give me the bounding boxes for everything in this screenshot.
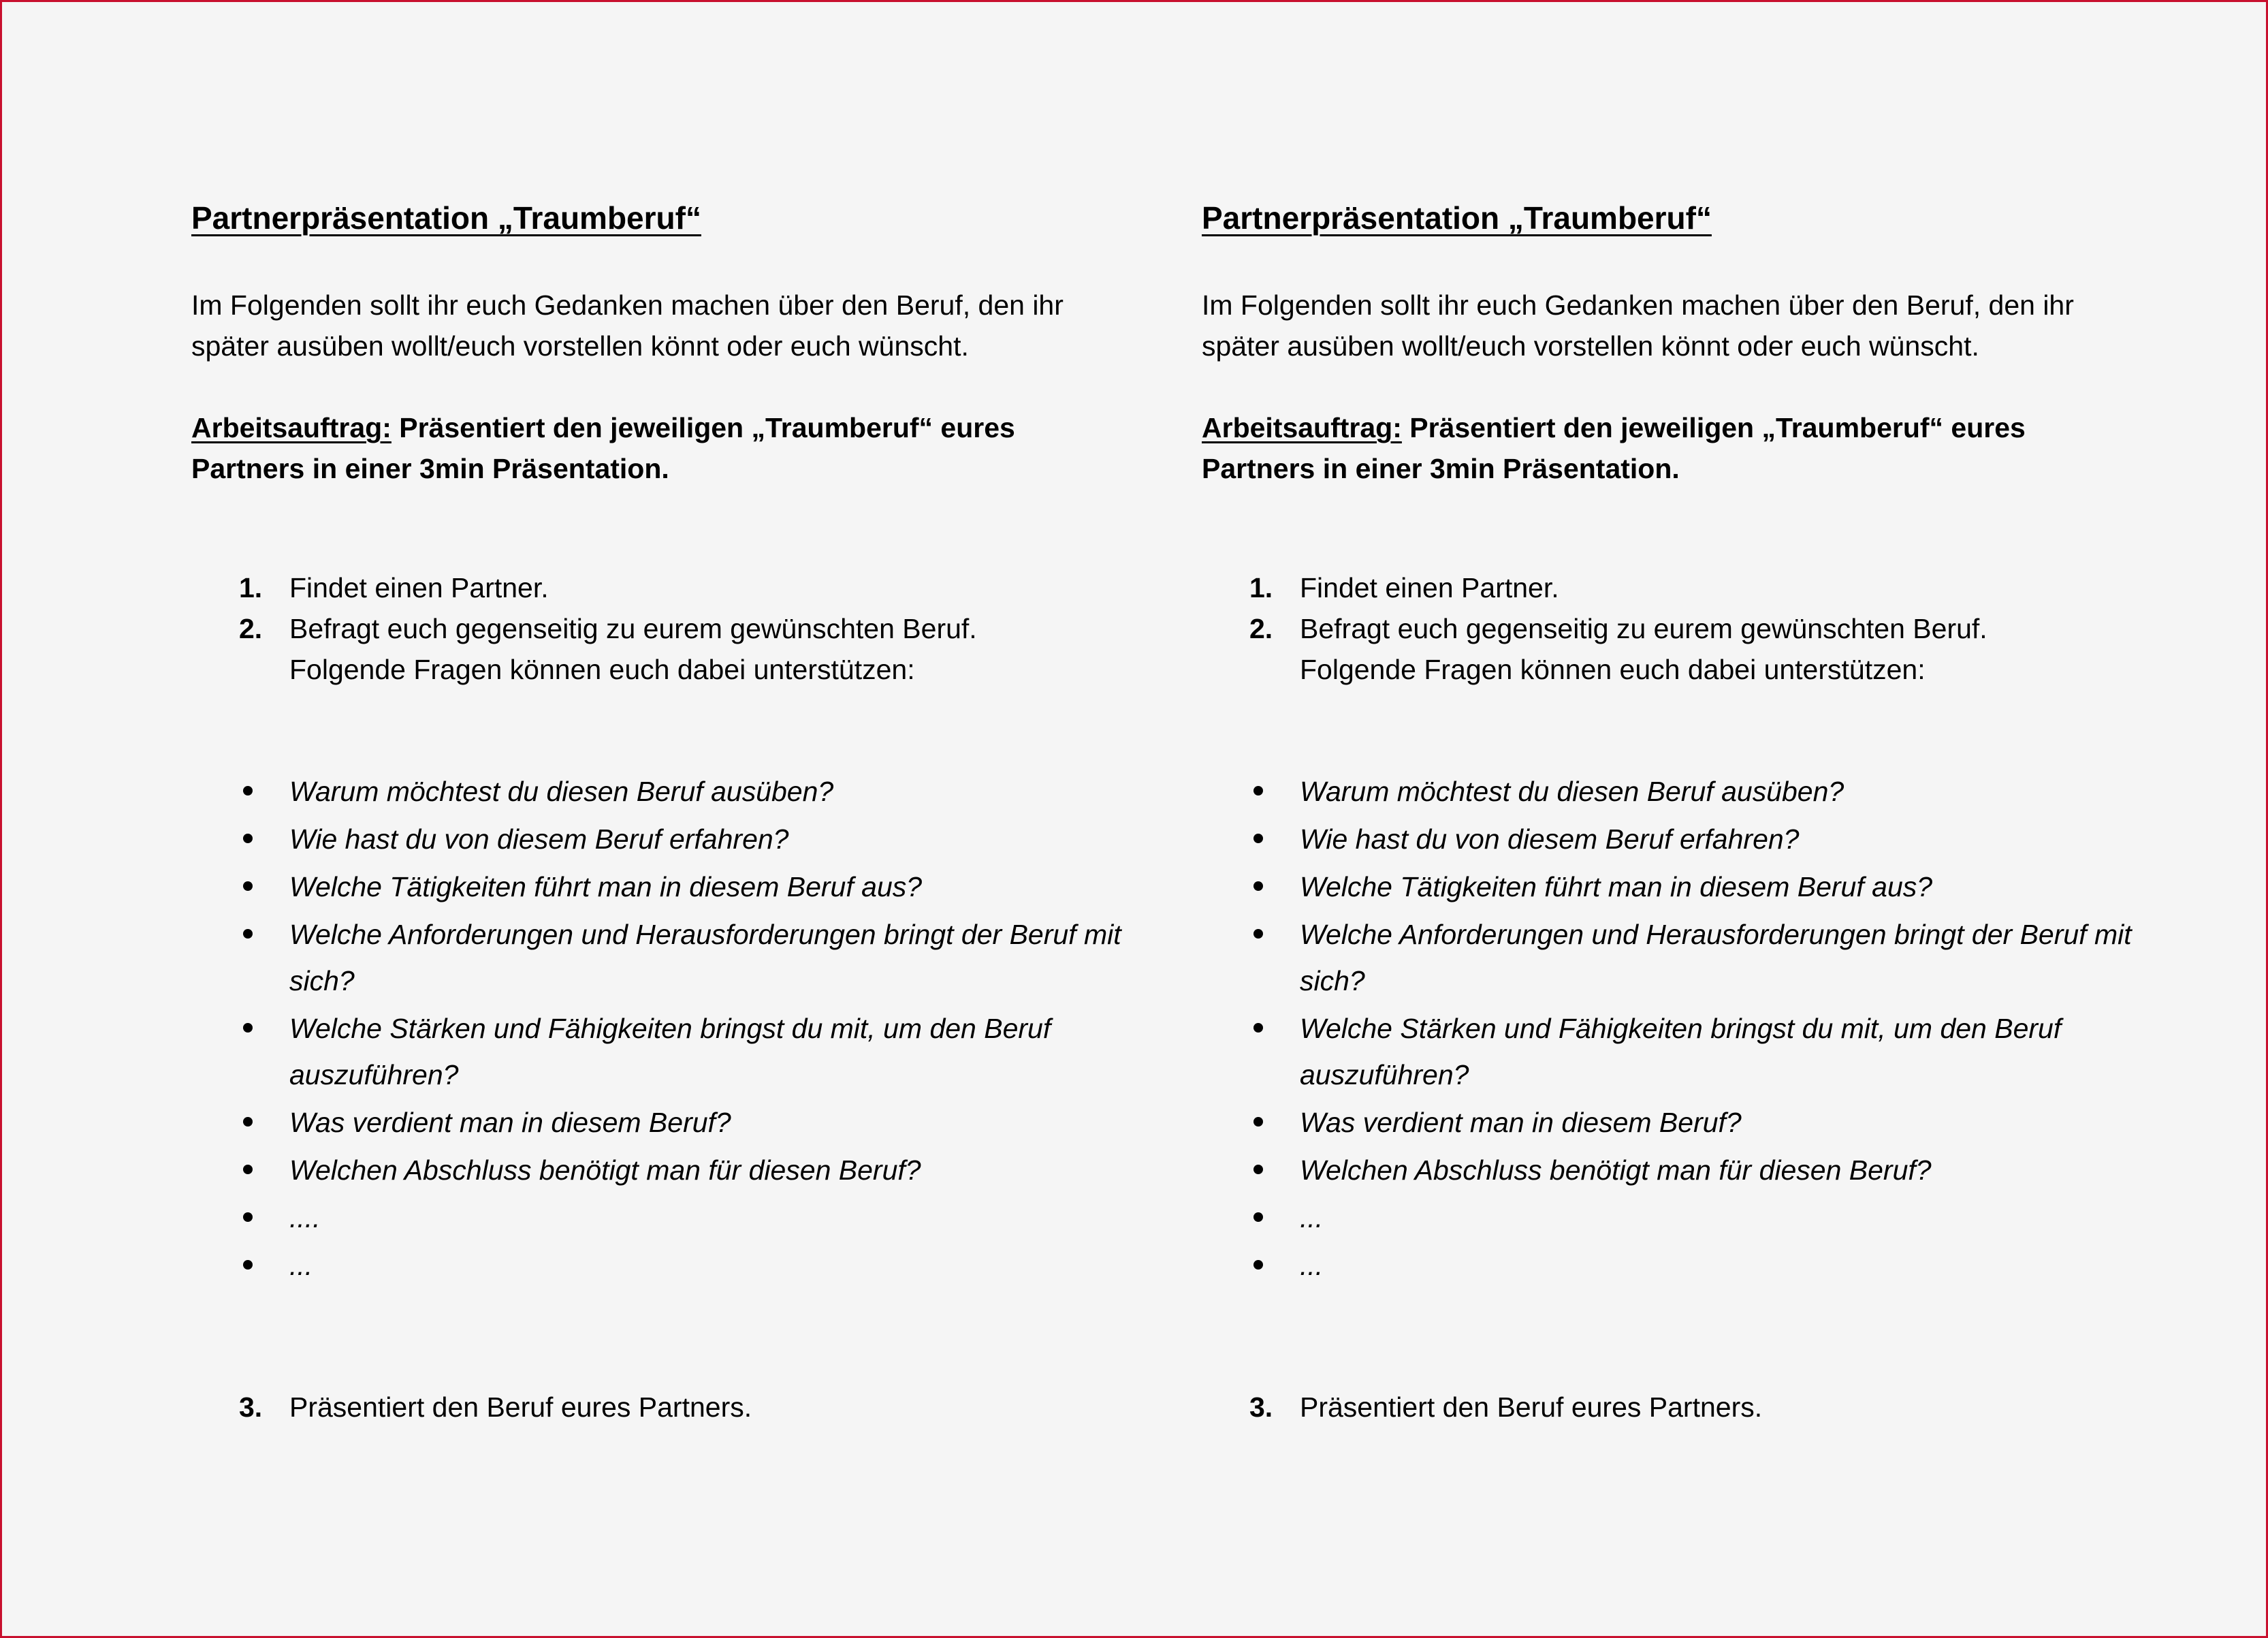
question-text: Warum möchtest du diesen Beruf ausüben? [1300, 776, 1844, 807]
list-item [191, 911, 1145, 1004]
task-paragraph [191, 407, 1131, 489]
question-text: ... [1300, 1250, 1324, 1281]
step-number: 3. [1249, 1391, 1273, 1423]
step-number: 1. [1249, 572, 1273, 603]
question-list [1202, 768, 2155, 1290]
step-text: Präsentiert den Beruf eures Partners. [289, 1391, 752, 1423]
bullet-icon [1253, 1117, 1263, 1127]
bullet-icon [243, 1117, 253, 1127]
bullet-icon [243, 1023, 253, 1033]
bullet-icon [1253, 786, 1263, 796]
bullet-icon [1253, 1260, 1263, 1270]
question-text: Was verdient man in diesem Beruf? [1300, 1107, 1742, 1138]
list-item [1202, 864, 2155, 910]
step-number: 2. [1249, 613, 1273, 644]
task-text: Präsentiert den jeweiligen „Traumberuf“ eures Partners in einer 3min Präsentation. [1202, 412, 2026, 484]
bullet-icon [1253, 1023, 1263, 1033]
question-text: ... [289, 1250, 313, 1281]
list-item [1202, 1242, 2155, 1289]
task-label: Arbeitsauftrag: [1202, 412, 1402, 443]
intro-text: Im Folgenden sollt ihr euch Gedanken machen über den Beruf, den ihr später ausüben wollt/euch vorstellen könnt oder euch wünscht. [1202, 289, 2074, 362]
question-text: Wie hast du von diesem Beruf erfahren? [1300, 823, 1800, 855]
question-text: Was verdient man in diesem Beruf? [289, 1107, 731, 1138]
bullet-icon [243, 929, 253, 939]
bullet-icon [1253, 1165, 1263, 1174]
question-text: Welche Stärken und Fähigkeiten bringst du mit, um den Beruf auszuführen? [289, 1013, 1051, 1090]
bullet-icon [1253, 929, 1263, 939]
task-text: Präsentiert den jeweiligen „Traumberuf“ eures Partners in einer 3min Präsentation. [191, 412, 1015, 484]
question-list [191, 768, 1145, 1290]
bullet-icon [1253, 1212, 1263, 1222]
bullet-icon [243, 881, 253, 891]
list-item [1202, 1005, 2155, 1098]
step-number: 3. [239, 1391, 263, 1423]
list-item [191, 1099, 1145, 1146]
question-text: Warum möchtest du diesen Beruf ausüben? [289, 776, 834, 807]
question-text: Welche Stärken und Fähigkeiten bringst du mit, um den Beruf auszuführen? [1300, 1013, 2062, 1090]
list-item [1202, 1147, 2155, 1193]
question-text: Welche Tätigkeiten führt man in diesem Beruf aus? [289, 871, 923, 902]
bullet-icon [243, 786, 253, 796]
bullet-icon [1253, 834, 1263, 843]
list-item [191, 768, 1145, 815]
bullet-icon [243, 1260, 253, 1270]
bullet-icon [243, 1165, 253, 1174]
list-item [1202, 1195, 2155, 1241]
task-label: Arbeitsauftrag: [191, 412, 392, 443]
step-number: 2. [239, 613, 263, 644]
question-text: Welchen Abschluss benötigt man für diesen Beruf? [1300, 1154, 1932, 1186]
list-item [1202, 911, 2155, 1004]
list-item [1202, 1099, 2155, 1146]
list-item [191, 1147, 1145, 1193]
worksheet-title: Partnerpräsentation „Traumberuf“ [1202, 200, 1712, 236]
step-text: Befragt euch gegenseitig zu eurem gewünschten Beruf. [289, 613, 977, 644]
step-text: Präsentiert den Beruf eures Partners. [1300, 1391, 1763, 1423]
task-paragraph [1202, 407, 2141, 489]
step-text: Findet einen Partner. [289, 572, 549, 603]
question-text: .... [289, 1202, 321, 1233]
list-item [191, 816, 1145, 862]
question-text: Welche Anforderungen und Herausforderungen bringt der Beruf mit sich? [289, 919, 1121, 996]
intro-text: Im Folgenden sollt ihr euch Gedanken machen über den Beruf, den ihr später ausüben wollt/euch vorstellen könnt oder euch wünscht. [191, 289, 1064, 362]
question-text: Welchen Abschluss benötigt man für diesen Beruf? [289, 1154, 921, 1186]
list-item [191, 864, 1145, 910]
step-text: Folgende Fragen können euch dabei unterstützen: [289, 654, 915, 685]
worksheet-title: Partnerpräsentation „Traumberuf“ [191, 200, 701, 236]
step-text: Findet einen Partner. [1300, 572, 1559, 603]
question-text: ... [1300, 1202, 1324, 1233]
question-text: Welche Tätigkeiten führt man in diesem Beruf aus? [1300, 871, 1933, 902]
bullet-icon [243, 834, 253, 843]
bullet-icon [1253, 881, 1263, 891]
bullet-icon [243, 1212, 253, 1222]
question-text: Welche Anforderungen und Herausforderungen bringt der Beruf mit sich? [1300, 919, 2132, 996]
worksheet-right [1202, 2, 2155, 1636]
list-item [191, 1005, 1145, 1098]
list-item [191, 1242, 1145, 1289]
step-text: Folgende Fragen können euch dabei unterstützen: [1300, 654, 1926, 685]
list-item [191, 1195, 1145, 1241]
step-number: 1. [239, 572, 263, 603]
worksheet-left [191, 2, 1145, 1636]
step-text: Befragt euch gegenseitig zu eurem gewünschten Beruf. [1300, 613, 1987, 644]
list-item [1202, 816, 2155, 862]
list-item [1202, 768, 2155, 815]
question-text: Wie hast du von diesem Beruf erfahren? [289, 823, 789, 855]
